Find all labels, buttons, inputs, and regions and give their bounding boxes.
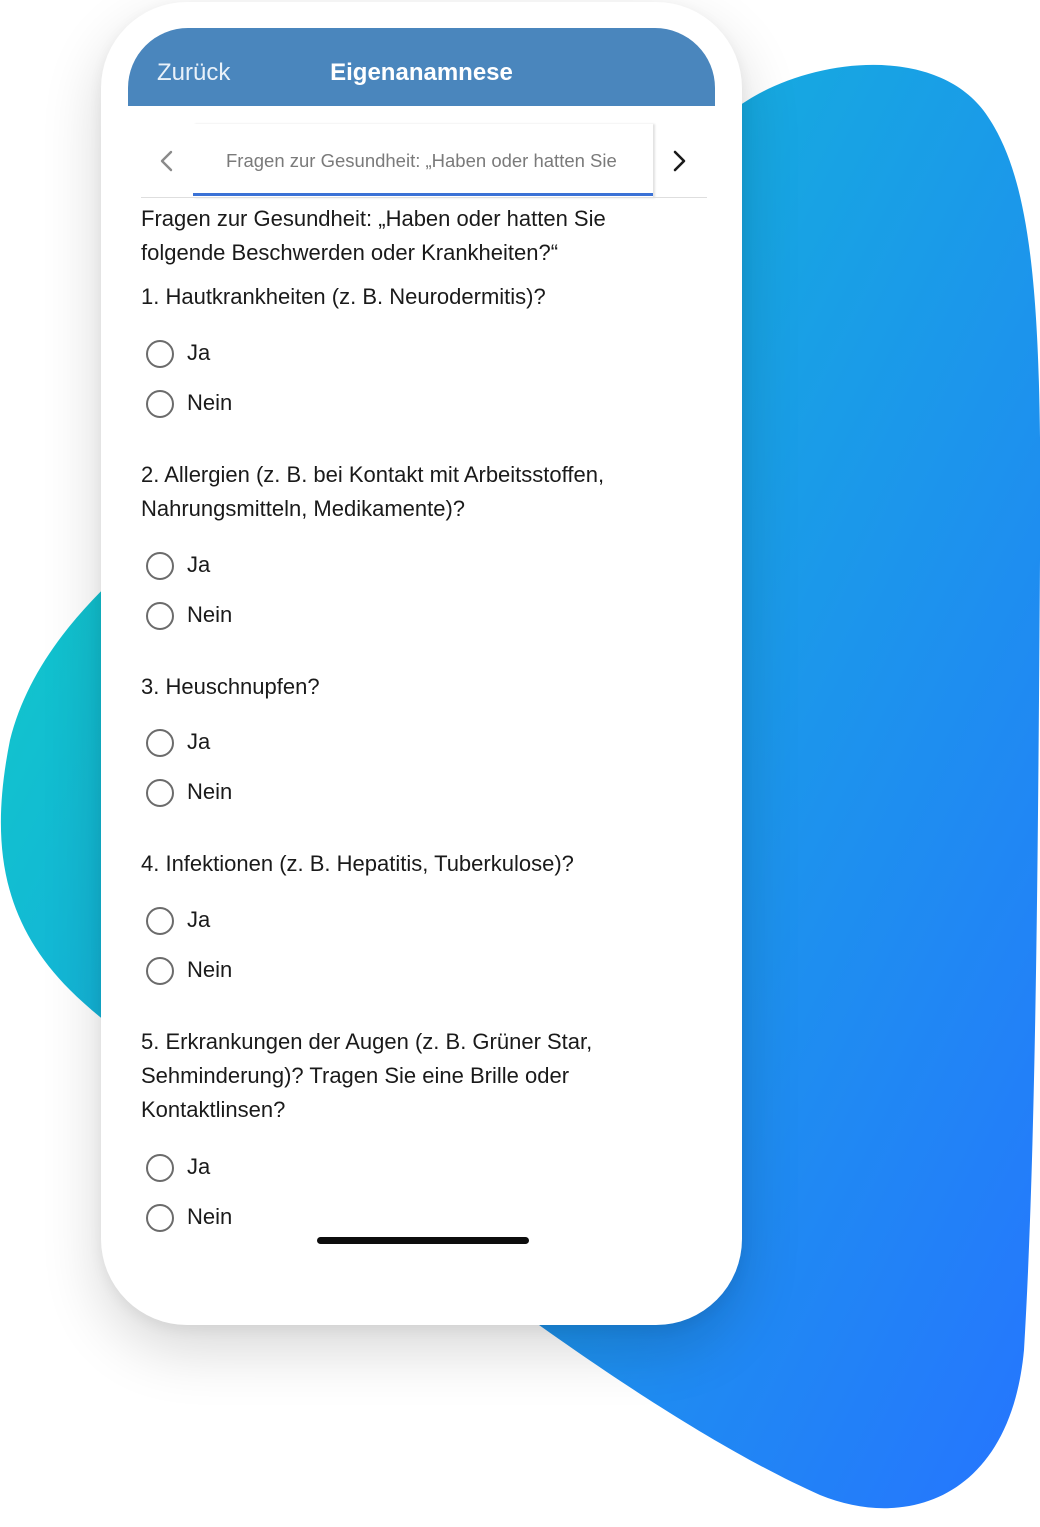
radio-icon[interactable] — [146, 779, 174, 807]
option-label: Ja — [187, 552, 211, 577]
option-label: Nein — [187, 602, 233, 627]
option-label: Ja — [187, 907, 211, 932]
option-q3-nein[interactable] — [146, 776, 346, 810]
section-tab-bar — [141, 124, 707, 198]
option-q1-ja[interactable] — [146, 337, 346, 371]
option-label: Nein — [187, 1204, 233, 1229]
option-q4-ja[interactable] — [146, 904, 346, 938]
phone-screen — [101, 2, 742, 1325]
screen-title: Eigenanamnese — [330, 59, 513, 86]
question-text: Kontaktlinsen? — [141, 1097, 286, 1122]
question-text: 2. Allergien (z. B. bei Kontakt mit Arbeitsstoffen, — [141, 462, 605, 487]
back-button[interactable]: Zurück — [157, 59, 231, 86]
tab-label: Fragen zur Gesundheit: „Haben oder hatten Sie — [226, 150, 617, 171]
option-q4-nein[interactable] — [146, 954, 346, 988]
option-label: Ja — [187, 1154, 211, 1179]
option-label: Nein — [187, 390, 233, 415]
option-q5-ja[interactable] — [146, 1151, 346, 1185]
question-text: 1. Hautkrankheiten (z. B. Neurodermitis)? — [141, 284, 546, 309]
question-2 — [141, 458, 661, 526]
question-1 — [141, 280, 661, 314]
radio-icon[interactable] — [146, 602, 174, 630]
option-label: Ja — [187, 340, 211, 365]
home-indicator — [317, 1237, 529, 1244]
tab-gesundheit[interactable] — [193, 124, 653, 198]
question-5 — [141, 1025, 661, 1127]
option-label: Nein — [187, 957, 233, 982]
intro-line: Fragen zur Gesundheit: „Haben oder hatten Sie — [141, 206, 606, 231]
intro-line: folgende Beschwerden oder Krankheiten?“ — [141, 240, 559, 265]
radio-icon[interactable] — [146, 552, 174, 580]
radio-icon[interactable] — [146, 390, 174, 418]
question-text: Nahrungsmitteln, Medikamente)? — [141, 496, 466, 521]
radio-icon[interactable] — [146, 907, 174, 935]
option-q3-ja[interactable] — [146, 726, 346, 760]
question-text: Sehminderung)? Tragen Sie eine Brille oder — [141, 1063, 570, 1088]
question-text: 4. Infektionen (z. B. Hepatitis, Tuberkulose)? — [141, 851, 574, 876]
option-q5-nein[interactable] — [146, 1201, 346, 1235]
chevron-left-icon[interactable] — [151, 144, 181, 178]
option-label: Nein — [187, 779, 233, 804]
navigation-bar — [128, 28, 715, 106]
question-text: 3. Heuschnupfen? — [141, 674, 320, 699]
active-tab-indicator — [193, 193, 653, 196]
option-q2-ja[interactable] — [146, 549, 346, 583]
chevron-right-icon[interactable] — [664, 144, 694, 178]
question-4 — [141, 847, 661, 881]
question-text: 5. Erkrankungen der Augen (z. B. Grüner Star, — [141, 1029, 593, 1054]
radio-icon[interactable] — [146, 1204, 174, 1232]
radio-icon[interactable] — [146, 1154, 174, 1182]
section-intro — [141, 202, 701, 270]
radio-icon[interactable] — [146, 340, 174, 368]
question-3 — [141, 670, 661, 704]
option-q2-nein[interactable] — [146, 599, 346, 633]
option-q1-nein[interactable] — [146, 387, 346, 421]
option-label: Ja — [187, 729, 211, 754]
radio-icon[interactable] — [146, 957, 174, 985]
tab-divider — [141, 197, 707, 198]
radio-icon[interactable] — [146, 729, 174, 757]
